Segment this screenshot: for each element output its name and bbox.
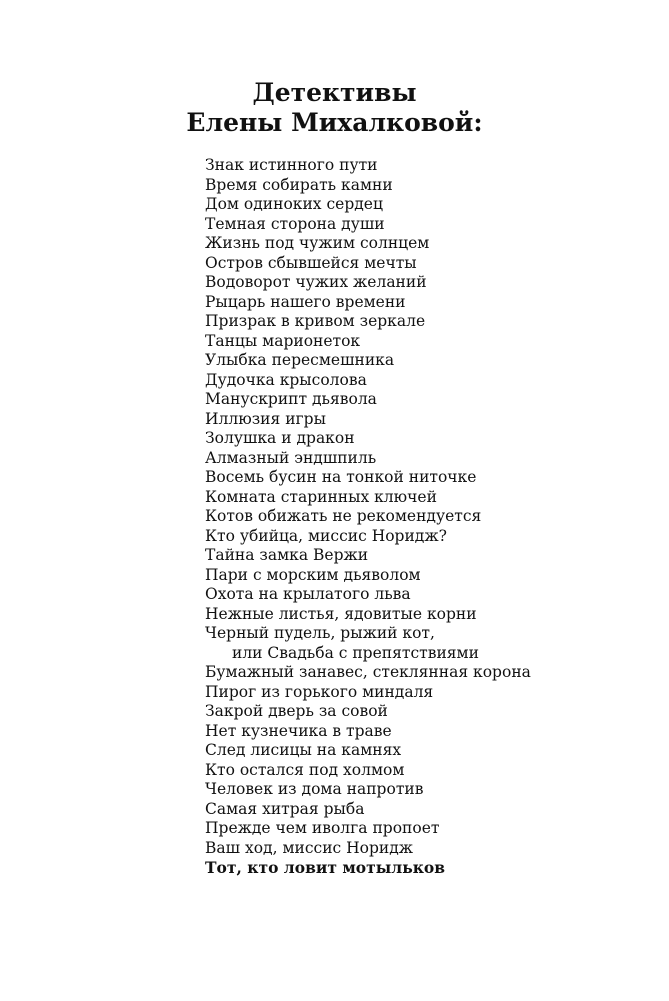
book-title: Рыцарь нашего времени <box>205 292 406 311</box>
book-title-latest: Тот, кто ловит мотыльков <box>205 858 446 877</box>
book-title: Алмазный эндшпиль <box>205 448 377 467</box>
book-title: Комната старинных ключей <box>205 487 437 506</box>
book-title: Жизнь под чужим солнцем <box>205 234 430 252</box>
book-title: Котов обижать не рекомендуется <box>205 507 482 525</box>
book-title: Нет кузнечика в траве <box>205 721 392 740</box>
book-title: Закрой дверь за совой <box>205 702 388 720</box>
book-title: Темная сторона души <box>205 214 385 233</box>
book-title: Дом одиноких сердец <box>205 195 383 213</box>
book-title: Охота на крылатого льва <box>205 585 411 603</box>
book-title: Улыбка пересмешника <box>205 351 395 369</box>
book-title: Иллюзия игры <box>205 409 326 428</box>
book-title: Призрак в кривом зеркале <box>205 312 426 330</box>
book-title: Время собирать камни <box>205 175 393 194</box>
book-title: Ваш ход, миссис Норидж <box>205 838 414 857</box>
book-title: Пирог из горького миндаля <box>205 682 434 701</box>
book-title: Золушка и дракон <box>205 429 355 447</box>
book-title: Дудочка крысолова <box>205 370 367 389</box>
book-title: Остров сбывшейся мечты <box>205 253 417 272</box>
book-title: Самая хитрая рыба <box>205 799 365 818</box>
book-title: Пари с морским дьяволом <box>205 565 421 584</box>
book-title: Тайна замка Вержи <box>205 546 369 564</box>
book-title: Кто остался под холмом <box>205 760 405 779</box>
book-title: Человек из дома напротив <box>205 780 424 798</box>
book-title: Кто убийца, миссис Норидж? <box>205 526 447 545</box>
book-title: Нежные листья, ядовитые корни <box>205 604 477 623</box>
book-title: Бумажный занавес, стеклянная корона <box>205 663 531 681</box>
book-list <box>205 156 531 878</box>
book-title-continuation: или Свадьба с препятствиями <box>232 643 479 662</box>
book-title: Прежде чем иволга пропоет <box>205 819 440 837</box>
book-title: Черный пудель, рыжий кот, <box>205 624 435 642</box>
book-title: Танцы марионеток <box>205 331 361 350</box>
book-title: Манускрипт дьявола <box>205 390 377 408</box>
book-title: Восемь бусин на тонкой ниточке <box>205 468 477 486</box>
title-line-2: Елены Михалковой: <box>186 108 483 137</box>
title-line-1: Детективы <box>252 78 417 107</box>
book-title: Знак истинного пути <box>205 156 378 174</box>
page-title <box>0 78 669 138</box>
book-title: След лисицы на камнях <box>205 741 402 759</box>
book-title: Водоворот чужих желаний <box>205 273 427 291</box>
